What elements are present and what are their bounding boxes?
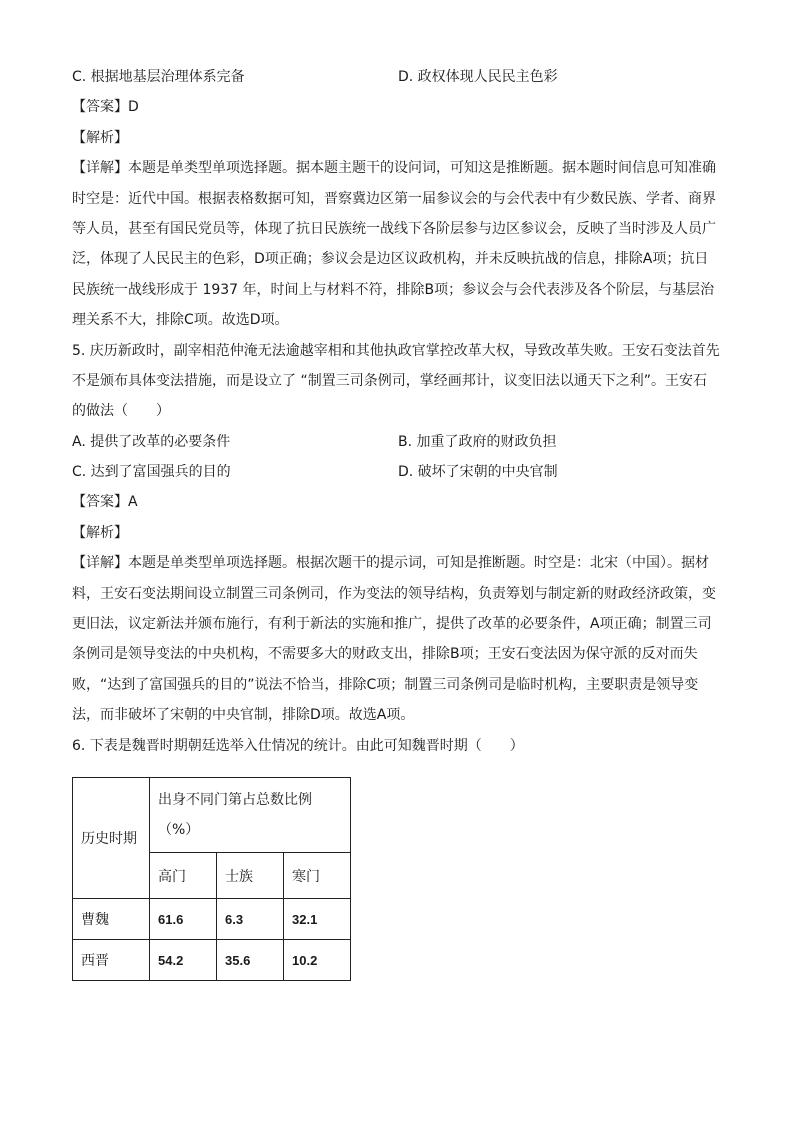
table-row bbox=[73, 940, 351, 981]
q5-answer-value: A bbox=[128, 494, 138, 511]
q5-option-a: A. 提供了改革的必要条件 bbox=[72, 433, 231, 450]
table-header-group-line2: （%） bbox=[158, 822, 200, 838]
q4-answer-label: 【答案】 bbox=[72, 99, 128, 116]
q5-answer-label: 【答案】 bbox=[72, 494, 128, 511]
table-subheader-gaomen: 高门 bbox=[150, 853, 217, 899]
q4-answer-value: D bbox=[128, 99, 139, 116]
q5-option-d: D. 破坏了宋朝的中央官制 bbox=[398, 464, 558, 481]
q4-detail-line: 理关系不大，排除C项。故选D项。 bbox=[72, 312, 289, 329]
q5-detail-line: 料，王安石变法期间设立制置三司条例司，作为变法的领导结构，负责筹划与制定新的财政经济政策，变 bbox=[72, 585, 716, 602]
q6-stem: 6. 下表是魏晋时期朝廷选举入仕情况的统计。由此可知魏晋时期（ ） bbox=[72, 737, 524, 754]
table-cell-period: 西晋 bbox=[73, 940, 150, 981]
q5-analysis-label: 【解析】 bbox=[72, 524, 128, 541]
table-cell-value: 32.1 bbox=[284, 899, 351, 940]
q5-option-b: B. 加重了政府的财政负担 bbox=[398, 433, 557, 450]
q4-option-c: C. 根据地基层治理体系完备 bbox=[72, 69, 245, 85]
q5-stem-line: 的做法（ ） bbox=[72, 403, 170, 420]
q4-detail-line: 【详解】本题是单类型单项选择题。据本题主题干的设问词，可知这是推断题。据本题时间信息可知准确 bbox=[72, 160, 716, 177]
q5-detail-line: 更旧法，议定新法并颁布施行，有利于新法的实施和推广，提供了改革的必要条件，A项正确；制置三司 bbox=[72, 616, 712, 633]
q5-detail-line: 法，而非破坏了宋朝的中央官制，排除D项。故选A项。 bbox=[72, 707, 415, 724]
table-header-group bbox=[150, 778, 351, 853]
table-header-row bbox=[73, 778, 351, 853]
q4-detail-line: 等人员，甚至有国民党员等，体现了抗日民族统一战线下各阶层参与边区参议会，反映了当时涉及人员广 bbox=[72, 220, 716, 237]
table-subheader-shizu: 士族 bbox=[217, 853, 284, 899]
table-cell-value: 35.6 bbox=[217, 940, 284, 981]
q4-detail-line: 时空是：近代中国。根据表格数据可知，晋察冀边区第一届参议会的与会代表中有少数民族、学者、商界 bbox=[72, 190, 716, 207]
table-header-group-line1: 出身不同门第占总数比例 bbox=[158, 792, 312, 808]
q6-stats-table bbox=[72, 777, 351, 981]
table-cell-value: 10.2 bbox=[284, 940, 351, 981]
q4-detail-line: 民族统一战线形成于 1937 年，时间上与材料不符，排除B项；参议会与会代表涉及各个阶层，与基层治 bbox=[72, 281, 715, 298]
table-cell-value: 61.6 bbox=[150, 899, 217, 940]
q5-detail-line: 【详解】本题是单类型单项选择题。根据次题干的提示词，可知是推断题。时空是：北宋（中国）。据材 bbox=[72, 555, 709, 572]
q4-analysis-label: 【解析】 bbox=[72, 129, 128, 146]
q5-answer bbox=[72, 487, 724, 517]
table-cell-value: 54.2 bbox=[150, 940, 217, 981]
table-subheader-hanmen: 寒门 bbox=[284, 853, 351, 899]
q5-option-c: C. 达到了富国强兵的目的 bbox=[72, 464, 231, 481]
table-cell-value: 6.3 bbox=[217, 899, 284, 940]
q5-options-row-2 bbox=[72, 457, 724, 487]
q5-detail-line: 败，“达到了富国强兵的目的”说法不恰当，排除C项；制置三司条例司是临时机构，主要职责是领导变 bbox=[72, 676, 699, 693]
q4-options-row bbox=[72, 62, 724, 92]
q4-answer bbox=[72, 92, 724, 122]
q5-stem-line: 5. 庆历新政时，副宰相范仲淹无法逾越宰相和其他执政官掌控改革大权，导致改革失败。王安石变法首先 bbox=[72, 342, 720, 359]
table-row bbox=[73, 899, 351, 940]
q4-option-d: D. 政权体现人民民主色彩 bbox=[398, 69, 558, 85]
q5-options-row-1 bbox=[72, 427, 724, 457]
q4-detail-line: 泛，体现了人民民主的色彩，D项正确；参议会是边区议政机构，并未反映抗战的信息，排除A项；抗日 bbox=[72, 251, 709, 268]
table-cell-period: 曹魏 bbox=[73, 899, 150, 940]
q5-stem-line: 不是颁布具体变法措施，而是设立了 “制置三司条例司，掌经画邦计，议变旧法以通天下之利”。王安石 bbox=[72, 372, 707, 389]
document-page bbox=[72, 62, 724, 761]
q5-detail-line: 条例司是领导变法的中央机构，不需要多大的财政支出，排除B项；王安石变法因为保守派的反对而失 bbox=[72, 646, 698, 663]
table-header-period: 历史时期 bbox=[73, 778, 150, 899]
